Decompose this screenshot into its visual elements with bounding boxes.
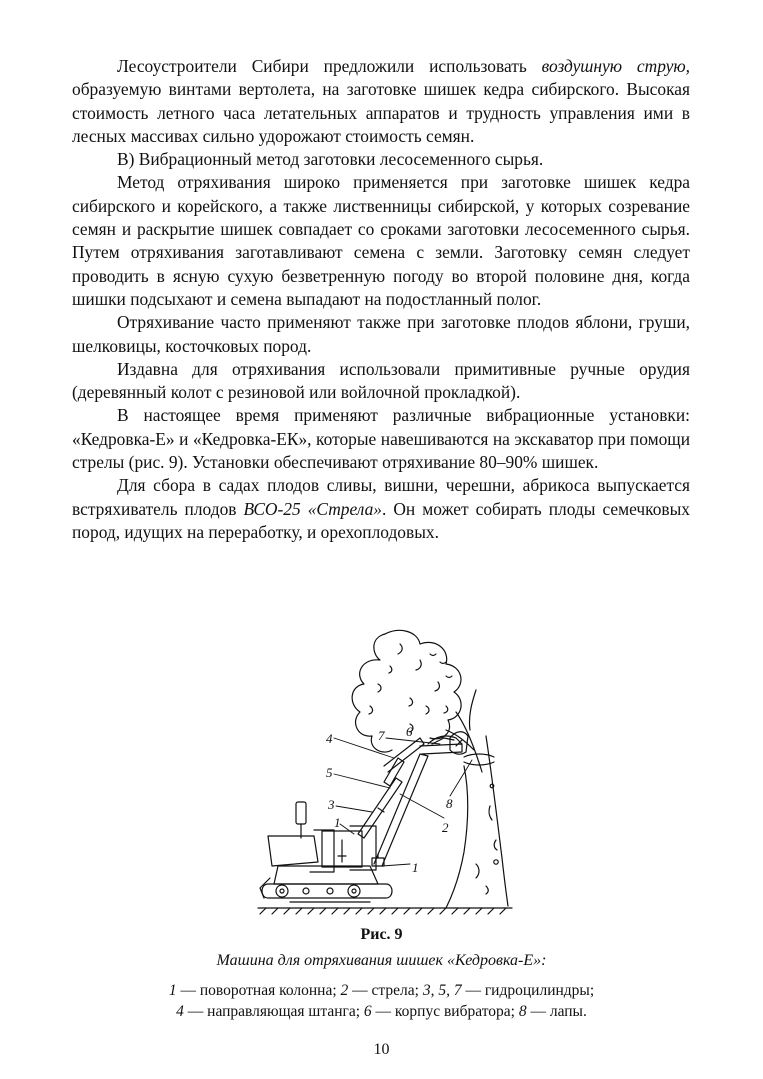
emphasis-air-stream: воздушную струю,: [541, 56, 690, 76]
page-number: 10: [373, 1041, 390, 1058]
label-3: 3: [328, 797, 335, 812]
ground-illustration: [258, 908, 512, 914]
label-5: 5: [326, 765, 333, 780]
emphasis-vso25: ВСО-25 «Стрела»: [243, 498, 382, 519]
excavator-illustration: [260, 802, 392, 902]
legend-line-1: 1 — поворотная колонна; 2 — стрела; 3, 5, 7 — гидроцилиндры;: [168, 982, 595, 999]
label-8: 8: [446, 796, 453, 811]
label-7: 7: [378, 728, 385, 743]
paragraph-1: Лесоустроители Сибири предложили использовать воздушную струю, образуемую винтами вертолета, на заготовке шишек кедра сибирского. Высокая стоимость летного часа летательных аппаратов и трудность управления ими в лесных массивах сильно удорожают стоимость семян.: [72, 56, 690, 146]
paragraph-4: Отряхивание часто применяют также при заготовке плодов яблони, груши, шелковицы, косточковых пород.: [72, 312, 690, 356]
label-1-top: 1: [334, 815, 341, 830]
figure-caption: Машина для отряхивания шишек «Кедровка-Е»:: [216, 952, 547, 969]
tree-trunk-illustration: [446, 736, 508, 908]
paragraph-5: Издавна для отряхивания использовали примитивные ручные орудия (деревянный колот с резиновой или войлочной прокладкой).: [72, 358, 690, 403]
paragraph-7: Для сбора в садах плодов сливы, вишни, черешни, абрикоса выпускается встряхиватель плодов ВСО-25 «Стрела». Он может собирать плоды семечковых пород, идущих на переработку, и орехоплодовых.: [72, 475, 691, 542]
figure-legend: [0, 980, 763, 1022]
label-1-bottom: 1: [412, 860, 419, 875]
label-2: 2: [442, 820, 449, 835]
label-6: 6: [406, 724, 413, 739]
paragraph-6: В настоящее время применяют различные вибрационные установки: «Кедровка-Е» и «Кедровка-ЕК», которые навешиваются на экскаватор при помощи стрелы (рис. 9). Установки обеспечивают отряхивание 80–90% шишек.: [72, 405, 690, 473]
paragraph-3: Метод отряхивания широко применяется при заготовке шишек кедра сибирского и корейского, а также лиственницы сибирской, у которых созревание семян и раскрытие шишек совпадает со сроками заготовки лесосеменного сырья. Путем отряхивания заготавливают семена с земли. Заготовку семян следует проводить в ясную сухую безветренную погоду во второй половине дня, когда шишки подсыхают и семена выпадают на подостланный полог.: [72, 172, 690, 309]
label-4: 4: [326, 731, 333, 746]
paragraph-2: В) Вибрационный метод заготовки лесосеменного сырья.: [117, 149, 544, 170]
legend-line-2: 4 — направляющая штанга; 6 — корпус вибратора; 8 — лапы.: [176, 1003, 587, 1020]
figure-title: Рис. 9: [360, 926, 403, 943]
body-text: [72, 55, 690, 544]
figure-kedrovka-machine: [250, 626, 520, 926]
